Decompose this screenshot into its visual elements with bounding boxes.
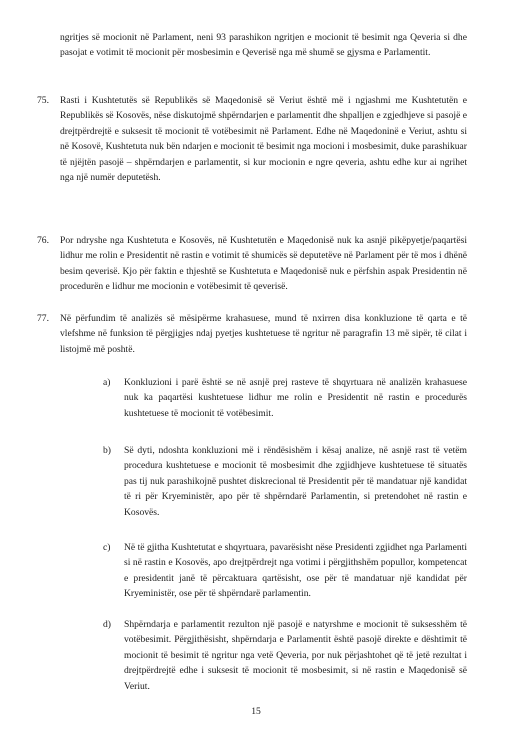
subpoint-a: Konkluzioni i parë është se në asnjë prej rasteve të shqyrtuara në analizën krahasuese nuk ka paqartësi kushtetuese lidhur me rolin e Presidentit në rastin e procedurës kushtetuese të mocionit të votëbesimit. (124, 377, 467, 419)
paragraph-77: Në përfundim të analizës së mësipërme krahasuese, mund të nxirren disa konkluzione të qarta e të vlefshme në funksion të përgjigjes ndaj pyetjes kushtetuese të ngritur në paragrafin 13 më sipër, të cilat i listojmë më poshtë. (60, 313, 467, 355)
paragraph-75: Rasti i Kushtetutës së Republikës së Maqedonisë së Veriut është më i ngjashmi me Kushtetutën e Republikës së Kosovës, nëse diskutojmë shpërndarjen e parlamentit dhe shpalljen e zgjedhjeve si pasojë e drejtpërdrejtë e suksesit të mocionit të votëbesimit në Parlament. Edhe në Maqedoninë e Veriut, ashtu si në Kosovë, Kushtetuta nuk bën ndarjen e mocionit të besimit nga mocioni i mosbesimit, duke parashikuar të njëjtën pasojë – shpërndarjen e parlamentit, si kur mocionin e ngre qeveria, ashtu edhe kur ai ngrihet nga një numër deputetësh. (60, 95, 467, 184)
paragraph-76: Por ndryshe nga Kushtetuta e Kosovës, në Kushtetutën e Maqedonisë nuk ka asnjë pikëpyetje/paqartësi lidhur me rolin e Presidentit në rastin e votimit të shumicës së deputetëve në Parlament për të mos i dhënë besim qeverisë. Kjo për faktin e thjeshtë se Kushtetuta e Maqedonisë nuk e përfshin aspak Presidentin në procedurën e lidhur me mocionin e votëbesimit të qeverisë. (60, 235, 467, 293)
subpoint-c: Në të gjitha Kushtetutat e shqyrtuara, pavarësisht nëse Presidenti zgjidhet nga Parlamenti si në rastin e Kosovës, apo drejtpërdrejt nga votimi i përgjithshëm popullor, kompetencat e presidentit janë të përcaktuara qartësisht, ose për të mandatuar një kandidat për Kryeministër, ose për të shpërndarë parlamentin. (124, 542, 467, 600)
paragraph-number: 76. (37, 235, 49, 246)
paragraph-number: 75. (37, 95, 49, 106)
subpoint-label: b) (103, 445, 111, 456)
subpoint-label: a) (103, 377, 111, 388)
subpoint-b: Së dyti, ndoshta konkluzioni më i rëndësishëm i kësaj analize, në asnjë rast të vetëm procedura kushtetuese e mocionit të mosbesimit dhe zgjidhjeve kushtetuese të situatës pas tij nuk parashikojnë pushtet diskrecional të Presidentit për të mandatuar një kandidat të ri për Kryeministër, apo për të shpërndarë Parlamentin, si pretendohet në rastin e Kosovës. (124, 445, 467, 518)
subpoint-d: Shpërndarja e parlamentit rezulton një pasojë e natyrshme e mocionit të suksesshëm të votëbesimit. Përgjithësisht, shpërndarja e Parlamentit është pasojë direkte e dështimit të mocionit të besimit të ngritur nga vetë Qeveria, por nuk përjashtohet që të jetë rezultat i drejtpërdrejtë edhe i suksesit të mocionit të mosbesimit, si në rastin e Maqedonisë së Veriut. (124, 619, 467, 692)
paragraph-number: 77. (37, 313, 49, 324)
continued-paragraph: ngritjes së mocionit në Parlament, neni 93 parashikon ngritjen e mocionit të besimit nga Qeveria si dhe pasojat e votimit të mocionit për mosbesimin e Qeverisë nga më shumë se gjysma e Parlamentit. (60, 32, 467, 59)
subpoint-label: c) (103, 542, 111, 553)
page-number: 15 (251, 706, 261, 717)
subpoint-label: d) (103, 619, 111, 630)
